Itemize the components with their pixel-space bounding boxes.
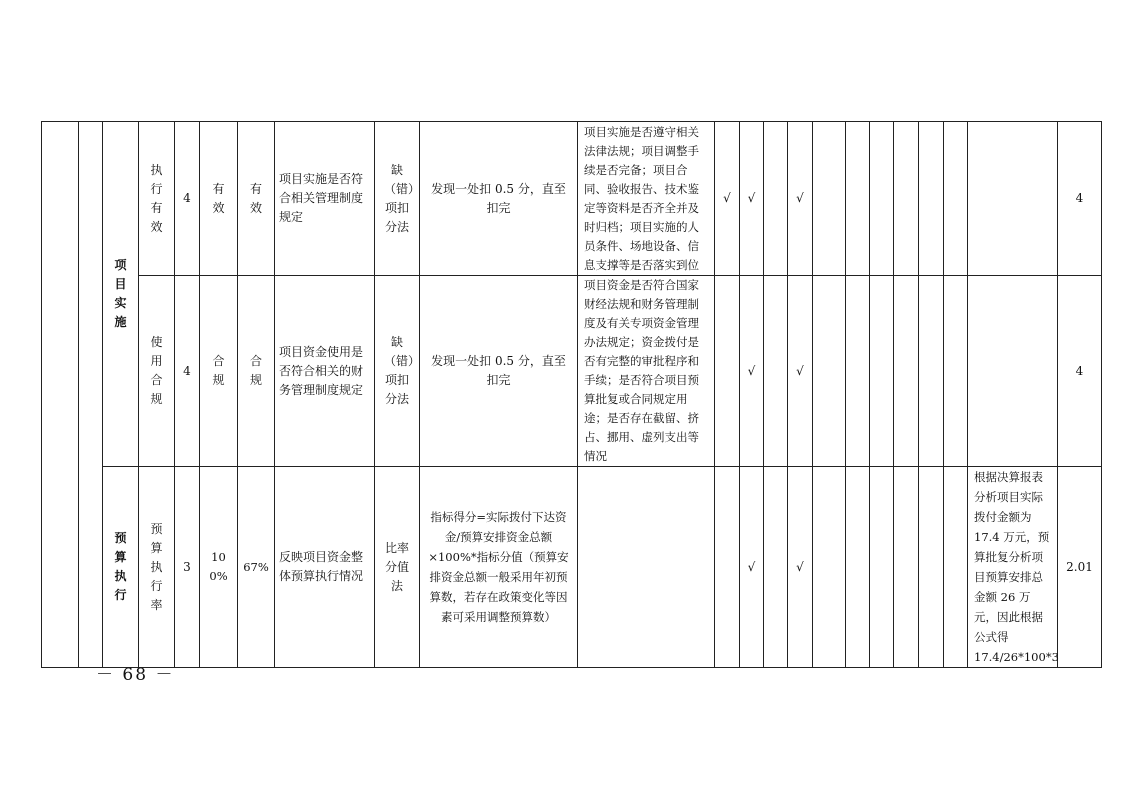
- blank-col-2: [79, 122, 103, 668]
- weight-cell: 4: [175, 276, 200, 467]
- content-cell: 项目实施是否符合相关管理制度规定: [275, 122, 375, 276]
- empty-cell: [894, 276, 919, 467]
- method-cell: [375, 122, 420, 276]
- check-cell: √: [715, 122, 740, 276]
- empty-cell: [919, 276, 944, 467]
- target-cell: [200, 467, 238, 668]
- score-cell: 4: [1058, 122, 1102, 276]
- group-label-impl: [103, 122, 139, 467]
- empty-cell: [813, 122, 846, 276]
- indicator-cell: [139, 467, 175, 668]
- empty-cell: [944, 467, 968, 668]
- standard-cell: 发现一处扣 0.5 分，直至扣完: [420, 276, 578, 467]
- empty-cell: [894, 122, 919, 276]
- actual-cell: [238, 276, 275, 467]
- actual-cell: 67%: [238, 467, 275, 668]
- actual-cell: [238, 122, 275, 276]
- empty-cell: [870, 276, 894, 467]
- basis-cell: 项目资金是否符合国家财经法规和财务管理制度及有关专项资金管理办法规定；资金拨付是否有完整的审批程序和手续；是否符合项目预算批复或合同规定用途；是否存在截留、挤占、挪用、虚列支出等情况: [578, 276, 715, 467]
- indicator-cell: [139, 276, 175, 467]
- check-cell: √: [740, 122, 764, 276]
- note-cell: [968, 276, 1058, 467]
- target-cell: [200, 276, 238, 467]
- empty-cell: [919, 122, 944, 276]
- indicator-text: 预算执行率: [150, 521, 163, 612]
- group-impl-text: 项目实施: [114, 258, 127, 329]
- actual-text: 合规: [249, 354, 262, 387]
- method-cell: [375, 276, 420, 467]
- empty-cell: [894, 467, 919, 668]
- page-number: － 68 －: [96, 665, 175, 685]
- table-row: [42, 467, 1102, 668]
- note-cell: [968, 122, 1058, 276]
- score-cell: 4: [1058, 276, 1102, 467]
- basis-cell: [578, 467, 715, 668]
- indicator-cell: [139, 122, 175, 276]
- blank-col-1: [42, 122, 79, 668]
- table-row: [42, 276, 1102, 467]
- target-text: 有效: [212, 181, 225, 215]
- check-cell: √: [740, 276, 764, 467]
- score-cell: 2.01: [1058, 467, 1102, 668]
- empty-cell: [715, 276, 740, 467]
- evaluation-table: [41, 121, 1102, 668]
- empty-cell: [764, 276, 788, 467]
- actual-text: 有效: [249, 181, 262, 215]
- empty-cell: [870, 122, 894, 276]
- standard-cell: 指标得分=实际拨付下达资金/预算安排资金总额×100%*指标分值（预算安排资金总额一般采用年初预算数，若存在政策变化等因素可采用调整预算数）: [420, 467, 578, 668]
- group-label-budget: [103, 467, 139, 668]
- empty-cell: [944, 122, 968, 276]
- weight-cell: 4: [175, 122, 200, 276]
- target-text: 100%: [209, 550, 228, 583]
- group-budget-text: 预算执行: [114, 531, 127, 602]
- empty-cell: [764, 122, 788, 276]
- method-text: 缺（错）项扣分法: [384, 162, 421, 234]
- indicator-text: 执行有效: [150, 162, 163, 234]
- method-cell: [375, 467, 420, 668]
- target-cell: [200, 122, 238, 276]
- empty-cell: [813, 276, 846, 467]
- empty-cell: [870, 467, 894, 668]
- empty-cell: [846, 122, 870, 276]
- method-text: 比率分值法: [384, 540, 409, 593]
- empty-cell: [764, 467, 788, 668]
- check-cell: √: [788, 467, 813, 668]
- empty-cell: [919, 467, 944, 668]
- check-cell: √: [740, 467, 764, 668]
- note-cell: 根据决算报表分析项目实际拨付金额为 17.4 万元，预算批复分析项目预算安排总金额 26 万元，因此根据公式得 17.4/26*100*3: [968, 467, 1058, 668]
- content-cell: 反映项目资金整体预算执行情况: [275, 467, 375, 668]
- check-cell: √: [788, 122, 813, 276]
- weight-cell: 3: [175, 467, 200, 668]
- empty-cell: [846, 276, 870, 467]
- standard-cell: 发现一处扣 0.5 分，直至扣完: [420, 122, 578, 276]
- empty-cell: [813, 467, 846, 668]
- empty-cell: [715, 467, 740, 668]
- empty-cell: [944, 276, 968, 467]
- content-cell: 项目资金使用是否符合相关的财务管理制度规定: [275, 276, 375, 467]
- method-text: 缺（错）项扣分法: [384, 335, 421, 406]
- check-cell: √: [788, 276, 813, 467]
- table-row: [42, 122, 1102, 276]
- empty-cell: [846, 467, 870, 668]
- basis-cell: 项目实施是否遵守相关法律法规；项目调整手续是否完备；项目合同、验收报告、技术鉴定等资料是否齐全并及时归档；项目实施的人员条件、场地设备、信息支撑等是否落实到位: [578, 122, 715, 276]
- target-text: 合规: [212, 354, 225, 387]
- indicator-text: 使用合规: [150, 335, 163, 406]
